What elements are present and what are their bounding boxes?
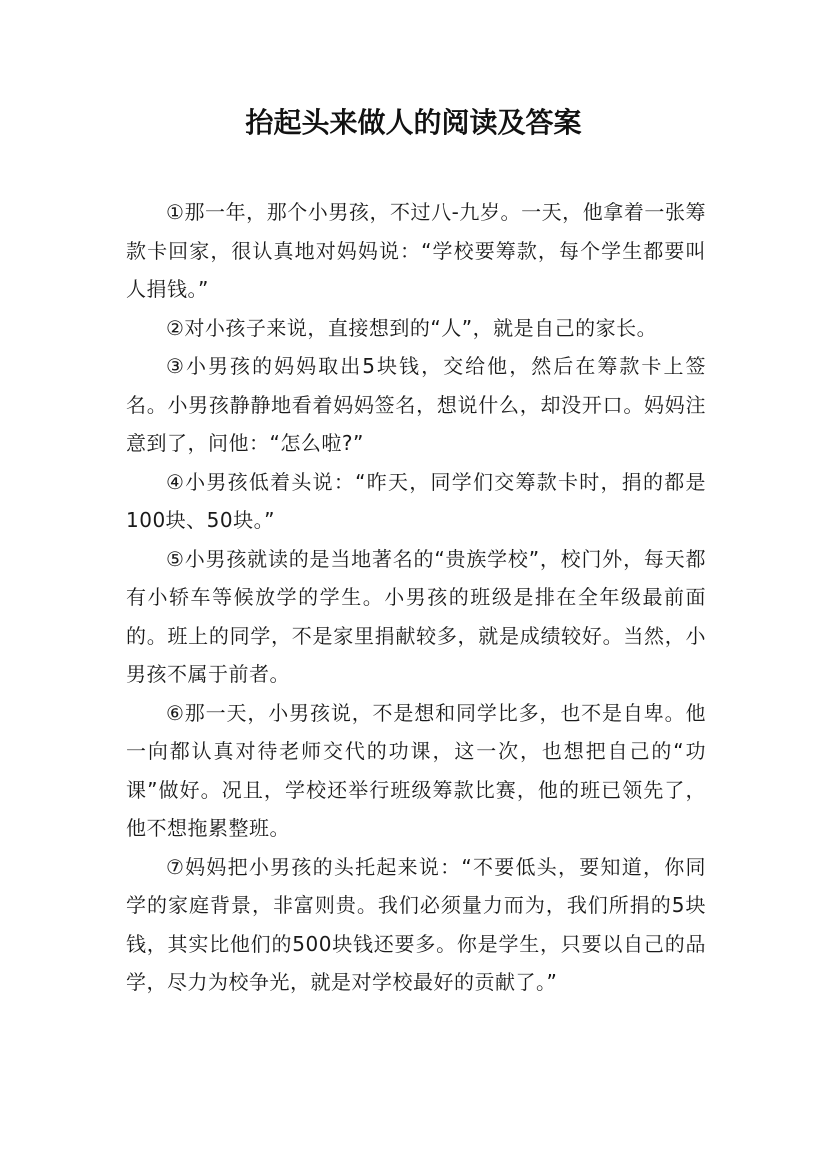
document-body	[126, 193, 706, 1002]
paragraph-5: ⑤小男孩就读的是当地著名的“贵族学校”，校门外，每天都有小轿车等候放学的学生。小男孩的班级是排在全年级最前面的。班上的同学，不是家里捐献较多，就是成绩较好。当然，小男孩不属于前者。	[126, 546, 706, 686]
paragraph-7: ⑦妈妈把小男孩的头托起来说：“不要低头，要知道，你同学的家庭背景，非富则贵。我们必须量力而为，我们所捐的5块钱，其实比他们的500块钱还要多。你是学生，只要以自己的品学，尽力为校争光，就是对学校最好的贡献了。”	[126, 854, 706, 994]
document-title: 抬起头来做人的阅读及答案	[245, 106, 582, 139]
paragraph-1: ①那一年，那个小男孩，不过八-九岁。一天，他拿着一张筹款卡回家，很认真地对妈妈说：“学校要筹款，每个学生都要叫人捐钱。”	[126, 200, 706, 301]
paragraph-3: ③小男孩的妈妈取出5块钱，交给他，然后在筹款卡上签名。小男孩静静地看着妈妈签名，想说什么，却没开口。妈妈注意到了，问他：“怎么啦?”	[126, 354, 706, 455]
paragraph-4: ④小男孩低着头说：“昨天，同学们交筹款卡时，捐的都是100块、50块。”	[126, 469, 706, 532]
paragraph-6: ⑥那一天，小男孩说，不是想和同学比多，也不是自卑。他一向都认真对待老师交代的功课，这一次，也想把自己的“功课”做好。况且，学校还举行班级筹款比赛，他的班已领先了，他不想拖累整班。	[126, 700, 706, 840]
paragraph-2: ②对小孩子来说，直接想到的“人”，就是自己的家长。	[166, 315, 658, 340]
